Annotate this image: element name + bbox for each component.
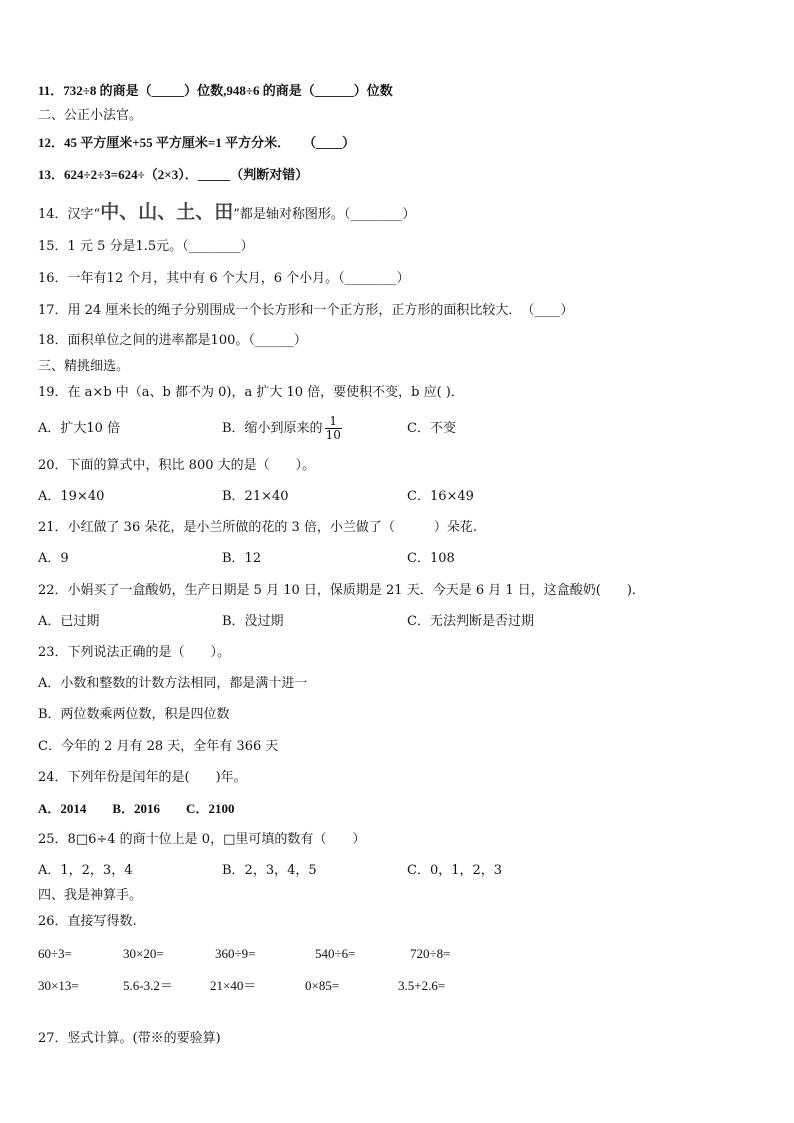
question-23-option-b: B．两位数乘两位数，积是四位数 xyxy=(38,707,230,722)
question-19-option-a: A．扩大10 倍 xyxy=(38,421,121,436)
question-20-stem: 20．下面的算式中，积比 800 大的是（ ）。 xyxy=(38,458,316,473)
question-24-options xyxy=(38,801,234,817)
question-25-option-b: B．2，3，4，5 xyxy=(222,863,317,878)
question-14-suffix: ”都是轴对称图形。（________） xyxy=(233,207,416,222)
question-12 xyxy=(38,135,355,151)
calc-item: 360÷9= xyxy=(215,946,256,961)
calc-item: 30×13= xyxy=(38,978,79,993)
question-19-option-c: C．不变 xyxy=(407,421,456,436)
question-21-stem: 21．小红做了 36 朵花，是小兰所做的花的 3 倍，小兰做了（ ）朵花. xyxy=(38,520,478,535)
question-18: 18．面积单位之间的进率都是100。（______） xyxy=(38,333,307,348)
calc-item: 540÷6= xyxy=(315,946,356,961)
question-13 xyxy=(38,167,308,183)
section-2-heading: 二、公正小法官。 xyxy=(38,108,143,123)
question-14-prefix: 14．汉字“ xyxy=(38,207,101,222)
calc-item: 3.5+2.6= xyxy=(398,978,446,993)
question-20-option-c: C．16×49 xyxy=(407,489,474,504)
question-12-text: 12．45 平方厘米+55 平方厘米=1 平方分米． （____） xyxy=(38,135,356,150)
question-22-option-b: B．没过期 xyxy=(222,614,284,629)
question-23-option-a: A．小数和整数的计数方法相同，都是满十进一 xyxy=(38,676,308,691)
calc-item: 5.6-3.2＝ xyxy=(123,978,173,993)
question-26-stem: 26．直接写得数. xyxy=(38,914,137,929)
question-21-option-b: B．12 xyxy=(222,551,262,566)
question-23-stem: 23．下列说法正确的是（ ）。 xyxy=(38,645,231,660)
question-21-option-c: C．108 xyxy=(407,551,455,566)
section-4-heading: 四、我是神算手。 xyxy=(38,888,143,903)
question-22-option-a: A．已过期 xyxy=(38,614,100,629)
fraction-one-tenth xyxy=(325,415,342,442)
calc-item: 21×40＝ xyxy=(210,978,257,993)
question-17: 17．用 24 厘米长的绳子分别围成一个长方形和一个正方形，正方形的面积比较大． （____） xyxy=(38,303,574,318)
question-14 xyxy=(38,200,415,224)
question-22-option-c: C．无法判断是否过期 xyxy=(407,614,534,629)
calc-item: 720÷8= xyxy=(410,946,451,961)
question-16: 16．一年有12 个月，其中有 6 个大月，6 个小月。（________） xyxy=(38,271,410,286)
question-19-option-b xyxy=(222,410,342,448)
question-11 xyxy=(38,83,393,99)
question-11-text: 11．732÷8 的商是（_____）位数,948÷6 的商是（______）位数 xyxy=(38,83,393,98)
question-24-stem: 24．下列年份是闰年的是( )年。 xyxy=(38,770,247,785)
question-22-stem: 22．小娟买了一盒酸奶，生产日期是 5 月 10 日，保质期是 21 天．今天是 6 月 1 日，这盒酸奶( )． xyxy=(38,583,645,598)
question-14-characters: 中、山、土、田 xyxy=(100,201,234,223)
question-25-option-c: C．0，1，2，3 xyxy=(407,863,503,878)
question-19-option-b-text: B．缩小到原来的 xyxy=(222,421,323,436)
question-24-options-text: A．2014 B．2016 C．2100 xyxy=(38,801,235,816)
question-21-option-a: A．9 xyxy=(38,551,69,566)
section-3-heading: 三、精挑细选。 xyxy=(38,359,130,374)
question-20-option-b: B．21×40 xyxy=(222,489,289,504)
fraction-numerator: 1 xyxy=(325,415,342,429)
question-25-option-a: A．1，2，3，4 xyxy=(38,863,133,878)
calc-item: 60÷3= xyxy=(38,946,72,961)
calc-item: 30×20= xyxy=(123,946,164,961)
question-19-stem: 19．在 a×b 中（a、b 都不为 0)，a 扩大 10 倍，要使积不变，b 应( )． xyxy=(38,385,464,400)
question-25-stem: 25．8□6÷4 的商十位上是 0，□里可填的数有（ ） xyxy=(38,832,366,847)
question-15: 15．1 元 5 分是1.5元。（________） xyxy=(38,239,254,254)
question-20-option-a: A．19×40 xyxy=(38,489,105,504)
fraction-denominator: 10 xyxy=(325,428,341,442)
question-23-option-c: C．今年的 2 月有 28 天，全年有 366 天 xyxy=(38,739,279,754)
question-13-text: 13．624÷2÷3=624÷（2×3）．_____（判断对错） xyxy=(38,167,309,182)
calc-item: 0×85= xyxy=(305,978,340,993)
question-27: 27．竖式计算。(带※的要验算) xyxy=(38,1031,221,1046)
